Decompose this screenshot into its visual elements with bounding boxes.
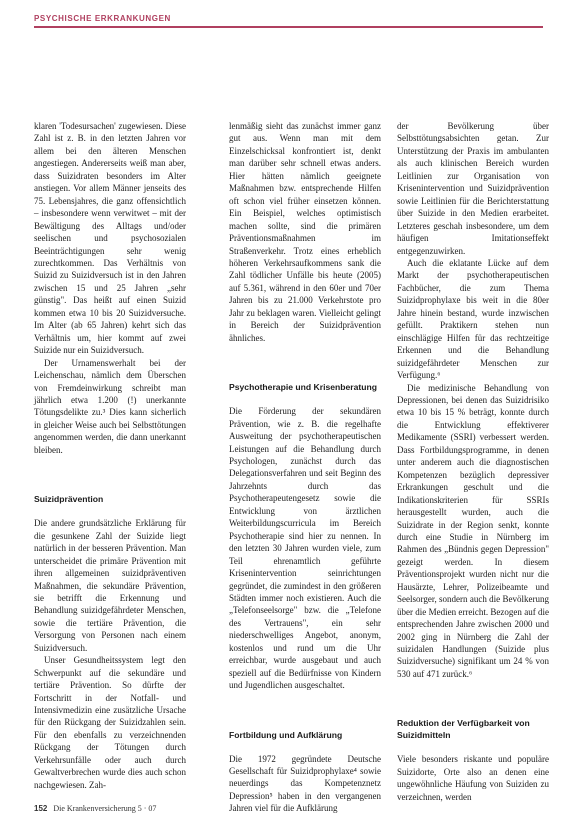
paragraph: Die 1972 gegründete Deutsche Gesellschaft für Suizidprophylaxe⁴ sowie neuerdings das Kompetenznetz Depression⁵ haben in den vergangenen Jahren viel für die Aufklärung (229, 753, 381, 814)
section-heading-fortbildung: Fortbildung und Aufklärung (229, 729, 343, 740)
section-label: PSYCHISCHE ERKRANKUNGEN (34, 14, 171, 23)
journal-title: Die Krankenversicherung 5 · 07 (53, 804, 157, 813)
paragraph: klaren 'Todesursachen' zugewiesen. Diese Zahl ist z. B. in den letzten Jahren vor allem bei den älteren Menschen angestiegen. Andererseits weiß man aber, dass Suizidraten besonders im Alter anstiegen. Vor allem Männer jenseits des 75. Lebensjahres, die ganz offensichtlich – insbesondere wenn verwitwet – mit der Bewältigung des Alltags und/oder seelischen und psychosozialen Beeinträchtigungen sehr wenig zurechtkommen. Das Verhältnis von Suizid zu Suizidversuch ist in den Jahren zwischen 15 und 25 Jahren „sehr günstig". Das heißt auf einen Suizid kommen etwa 10 bis 20 Suizidversuche. Im Alter (ab 65 Jahren) kehrt sich das Verhältnis um, hier kommt auf zwei Suizide nur ein Suizidversuch. (34, 121, 186, 356)
column-1 (34, 120, 186, 791)
page-number: 152 (34, 804, 48, 813)
paragraph: Auch die eklatante Lücke auf dem Markt der psychotherapeutischen Fachbücher, die zum Thema Suizidprophylaxe bis weit in die 80er Jahre hinein bestand, wurde inzwischen gefüllt. Praktikern stehen nun einschlägige Hilfen für das rechtzeitige Erkennen und die Behandlung suizidgefährdeter Menschen zur Verfügung.⁶ (397, 257, 549, 381)
header-rule (34, 26, 543, 28)
paragraph: Viele besonders riskante und populäre Suizidorte, Orte also an denen eine ungewöhnliche Häufung von Suiziden zu verzeichnen, werden (397, 754, 549, 802)
paragraph: der Bevölkerung über Selbsttötungsabsichten getan. Zur Unterstützung der Praxis im ambulanten als auch klinischen Bereich wurden Leitlinien zur Organisation von Krisenintervention und Suizidprävention sowie Leitlinien für die Berichterstattung über Suizide in den Medien erarbeitet. Letzteres geschah insbesondere, um dem häufigen Imitationseffekt entgegenzuwirken. (397, 121, 549, 256)
paragraph: Unser Gesundheitssystem legt den Schwerpunkt auf die sekundäre und tertiäre Prävention. So dürfte der Fortschritt in der Notfall- und Intensivmedizin eine zusätzliche Ursache für den Rückgang der Suizidzahlen sein. Für den ebenfalls zu verzeichnenden Rückgang der Tötungen durch Verkehrsunfälle oder auch durch Gewaltverbrechen wurde dies auch schon nachgewiesen. Zah- (34, 655, 186, 790)
section-heading-reduktion: Reduktion der Verfügbarkeit von Suizidmitteln (397, 718, 530, 741)
paragraph: Die andere grundsätzliche Erklärung für die gesunkene Zahl der Suizide liegt natürlich in der besseren Prävention. Man unterscheidet die primäre Prävention mit ihren allgemeinen suizidpräventiven Maßnahmen, die sekundäre Prävention, sie betrifft die Erkennung und Behandlung suizidgefährdeter Menschen, sowie die tertiäre Prävention, die Versorgung von Personen nach einem Suizidversuch. (34, 518, 186, 653)
paragraph: lenmäßig sieht das zunächst immer ganz gut aus. Wenn man mit dem Einzelschicksal konfrontiert ist, denkt man darüber sehr schnell etwas anders. Hier hätten nämlich geeignete Maßnahmen bzw. entsprechende Hilfen oft schon viel früher einsetzen können. Ein Beispiel, welches optimistisch machen sollte, sind die primären Präventionsmaßnahmen im Straßenverkehr. Trotz eines erheblich höheren Verkehrsaufkommens sank die Zahl tödlicher Unfälle bis heute (2005) auf 5.361, während in den 60er und 70er Jahren bis zu 21.000 Verkehrstote pro Jahr zu beklagen waren. Vielleicht gelingt in Bereich der Suizidprävention ähnliches. (229, 121, 381, 343)
column-3 (397, 120, 549, 803)
page-footer (34, 804, 156, 813)
section-heading-psychotherapie: Psychotherapie und Krisenberatung (229, 382, 378, 393)
paragraph: Die medizinische Behandlung von Depressionen, bei denen das Suizidrisiko etwa 10 bis 15 % beträgt, konnte durch die Entwicklung effektiverer Medikamente (SSRI) verbessert werden. Dass Fortbildungsprogramme, in denen unter anderem auch die diagnostischen Kompetenzen bezüglich depressiver Erkrankungen geschult und die Indikationskriterien für SSRIs herausgestellt wurden, auch die Suizidrate in der Region senkt, konnte durch eine Studie in Nürnberg im Rahmen des „Bündnis gegen Depression" gezeigt werden. In diesem Präventionsprojekt wurden nicht nur die Hausärzte, Lehrer, Polizeibeamte und Seelsorger, sondern auch die Bevölkerung über die Medien erreicht. Bezogen auf die entsprechenden Jahre zwischen 2000 und 2002 ging in Nürnberg die Zahl der suizidalen Handlungen (Suizide plus Suizidversuche) signifikant um 24 % von 530 auf 471 zurück.⁶ (397, 382, 549, 679)
section-heading-suizidpraevention: Suizidprävention (34, 494, 104, 505)
column-2 (229, 120, 381, 815)
paragraph: Der Urnamenswerhalt bei der Leichenschau, nämlich dem Überschen von Fremdeinwirkung schreibt man jährlich etwa 1.200 (!) unerkannte Tötungsdelikte zu.³ Dies kann sicherlich in gleicher Weise auch bei Selbsttötungen angenommen werden, die dann unerkannt bleiben. (34, 357, 186, 455)
paragraph: Die Förderung der sekundären Prävention, wie z. B. die regelhafte Ausweitung der psychotherapeutischen Leistungen auf die Behandlung durch Psychologen, zunächst durch das Delegationsverfahren und seit Beginn des Jahrzehnts durch das Psychotherapeutengesetz sowie die Entwicklung von ärztlichen Weiterbildungscurricula im Bereich Psychotherapie sind hier zu nennen. In den letzten 30 Jahren wurden viele, zum Teil ehrenamtlich geführte Krisenintervention seinrichtungen gegründet, die zumindest in den größeren Städten immer noch existieren. Auch die „Telefonseelsorge" bzw. die „Telefone des Vertrauens", ein sehr niederschwelliges Angebot, anonym, kostenlos und rund um die Uhr erreichbar, wurde ausgebaut und auch speziell auf die Bedürfnisse von Kindern und Jugendlichen ausgeschaltet. (229, 406, 381, 691)
